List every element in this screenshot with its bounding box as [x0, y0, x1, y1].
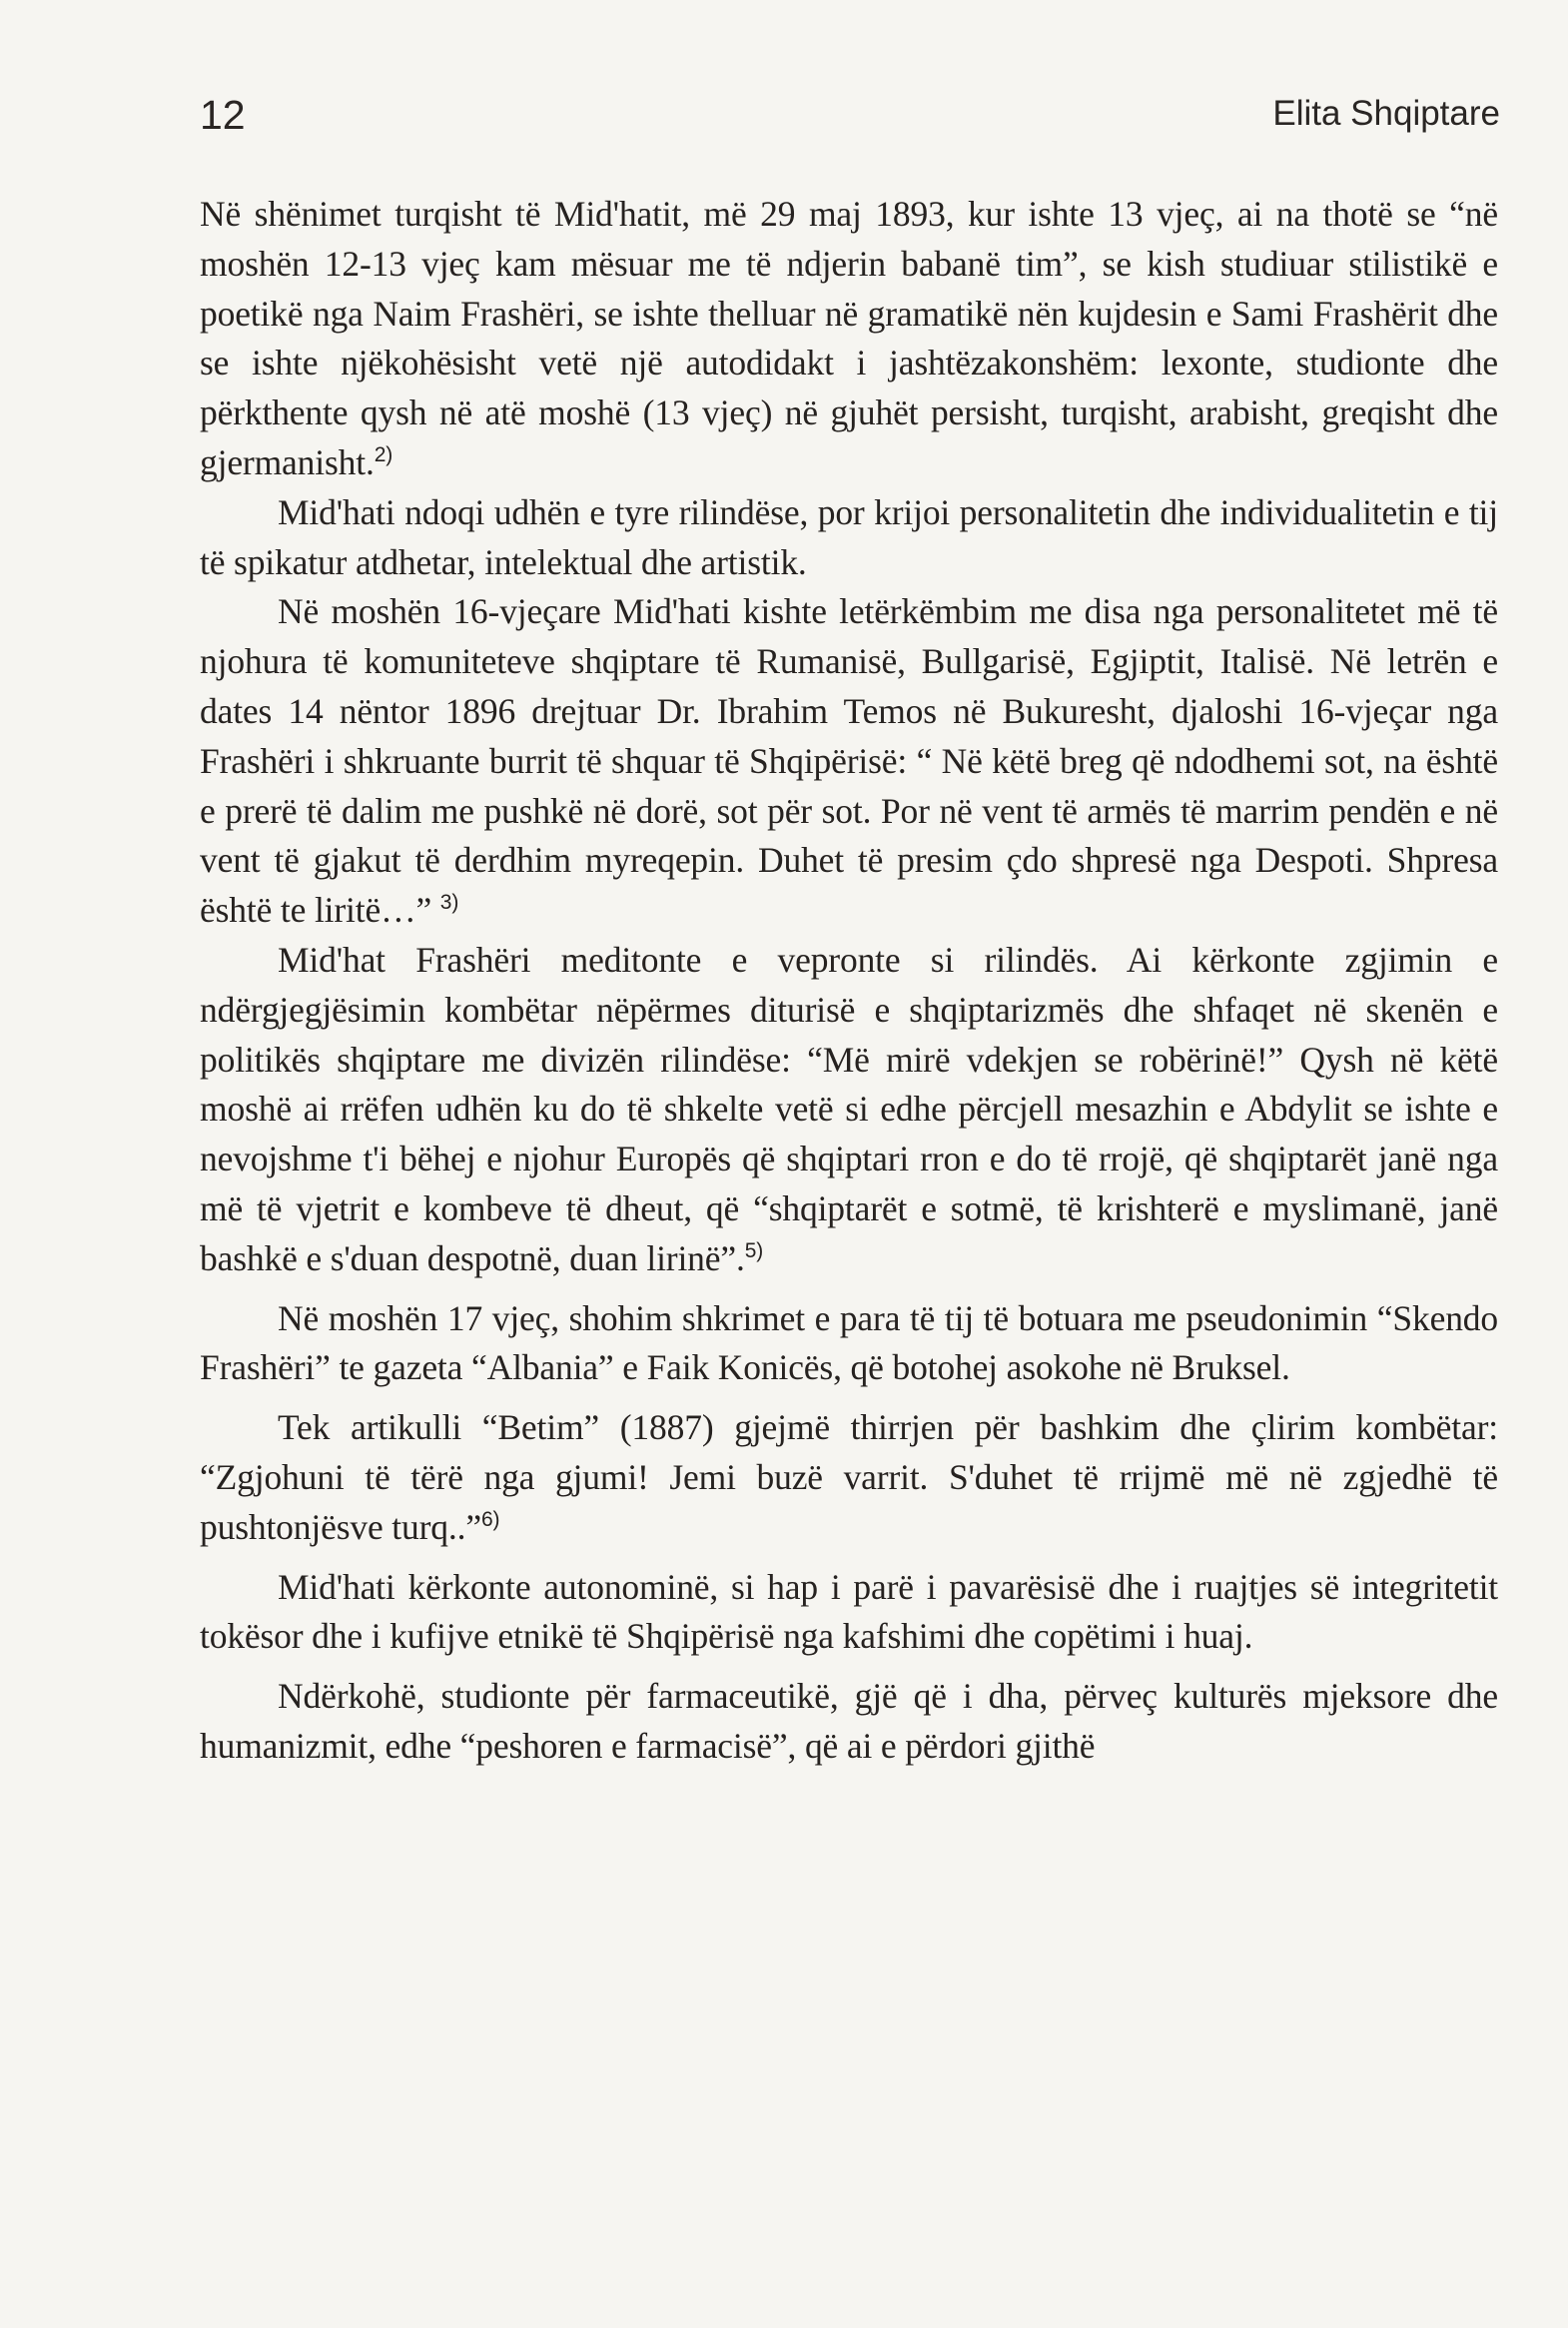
footnote-ref-5: 5) — [744, 1238, 764, 1262]
paragraph-5-text: Në moshën 17 vjeç, shohim shkrimet e para të tij të botuara me pseudonimin “Skendo Frashëri” te gazeta “Albania” e Faik Konicës, që botohej asokohe në Bruksel. — [200, 1297, 1498, 1388]
paragraph-4 — [200, 936, 1498, 1284]
paragraph-6 — [200, 1403, 1498, 1552]
running-header — [200, 92, 1500, 152]
footnote-ref-6: 6) — [480, 1507, 500, 1531]
paragraph-8-text: Ndërkohë, studionte për farmaceutikë, gjë që i dha, përveç kulturës mjeksore dhe humanizmit, edhe “peshoren e farmacisë”, që ai e përdori gjithë — [200, 1676, 1498, 1766]
footnote-ref-2: 2) — [374, 443, 393, 467]
paragraph-4-text: Mid'hat Frashëri meditonte e vepronte si rilindës. Ai kërkonte zgjimin e ndërgjegjësimin kombëtar nëpërmes diturisë e shqiptarizmës dhe shfaqet në skenën e politikës shqiptare me divizën rilindëse: “Më mirë vdekjen se robërinë!” Qysh në këtë moshë ai rrëfen udhën ku do të shkelte vetë si edhe përcjell mesazhin e Abdylit se ishte e nevojshme t'i bëhej e njohur Europës që shqiptari rron e do të rrojë, që shqiptarët janë nga më të vjetrit e kombeve të dheut, që “shqiptarët e sotmë, të krishterë e myslimanë, janë bashkë e s'duan despotnë, duan lirinë”. — [200, 939, 1498, 1278]
footnote-ref-3: 3) — [439, 891, 459, 915]
paragraph-1-text: Në shënimet turqisht të Mid'hatit, më 29 maj 1893, kur ishte 13 vjeç, ai na thotë se “në moshën 12-13 vjeç kam mësuar me të ndjerin babanë tim”, se kish studiuar stilistikë e poetikë nga Naim Frashëri, se ishte thelluar në gramatikë nën kujdesin e Sami Frashërit dhe se ishte njëkohësisht vetë një autodidakt i jashtëzakonshëm: lexonte, studionte dhe përkthente qysh në atë moshë (13 vjeç) në gjuhët persisht, turqisht, arabisht, greqisht dhe gjermanisht. — [200, 194, 1498, 482]
paragraph-8 — [200, 1672, 1498, 1772]
book-title: Elita Shqiptare — [1272, 94, 1500, 133]
paragraph-1 — [200, 190, 1498, 488]
page-number: 12 — [200, 92, 246, 138]
paragraph-7-text: Mid'hati kërkonte autonominë, si hap i parë i pavarësisë dhe i ruajtjes së integritetit tokësor dhe i kufijve etnikë të Shqipërisë nga kafshimi dhe copëtimi i huaj. — [200, 1566, 1498, 1657]
paragraph-3-text: Në moshën 16-vjeçare Mid'hati kishte letërkëmbim me disa nga personalitetet më të njohura të komuniteteve shqiptare të Rumanisë, Bullgarisë, Egjiptit, Italisë. Në letrën e dates 14 nëntor 1896 drejtuar Dr. Ibrahim Temos në Bukuresht, djaloshi 16-vjeçar nga Frashëri i shkruante burrit të shquar të Shqipërisë: “ Në këtë breg që ndodhemi sot, na është e prerë të dalim me pushkë në dorë, sot për sot. Por në vent të armës të marrim pendën e në vent të gjakut të derdhim myreqepin. Duhet të presim çdo shpresë nga Despoti. Shpresa është te liritë…” — [200, 591, 1498, 931]
paragraph-6-text: Tek artikulli “Betim” (1887) gjejmë thirrjen për bashkim dhe çlirim kombëtar: “Zgjohuni të tërë nga gjumi! Jemi buzë varrit. S'duhet të rrijmë më në zgjedhë të pushtonjësve turq..” — [200, 1407, 1498, 1547]
paragraph-3 — [200, 587, 1498, 936]
paragraph-5 — [200, 1294, 1498, 1394]
paragraph-2 — [200, 488, 1498, 588]
paragraph-2-text: Mid'hati ndoqi udhën e tyre rilindëse, por krijoi personalitetin dhe individualitetin e tij të spikatur atdhetar, intelektual dhe artistik. — [200, 491, 1498, 582]
body-text — [200, 190, 1498, 1772]
paragraph-7 — [200, 1563, 1498, 1663]
